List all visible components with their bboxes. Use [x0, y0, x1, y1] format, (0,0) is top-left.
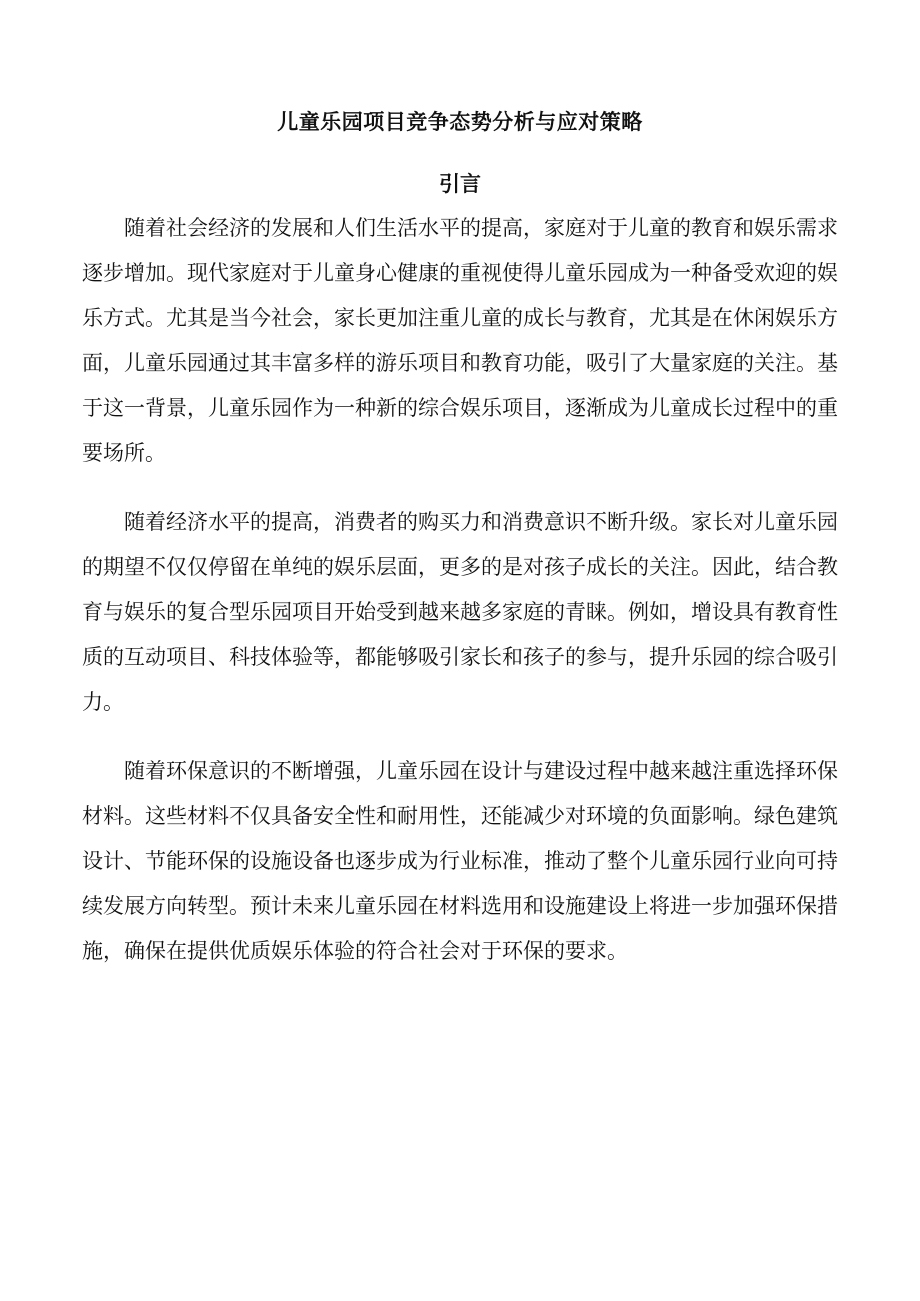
paragraph-2: 随着经济水平的提高，消费者的购买力和消费意识不断升级。家长对儿童乐园的期望不仅仅停留在单纯的娱乐层面，更多的是对孩子成长的关注。因此，结合教育与娱乐的复合型乐园项目开始受到越来越多家庭的青睐。例如，增设具有教育性质的互动项目、科技体验等，都能够吸引家长和孩子的参与，提升乐园的综合吸引力。	[82, 510, 838, 714]
paragraph-3: 随着环保意识的不断增强，儿童乐园在设计与建设过程中越来越注重选择环保材料。这些材料不仅具备安全性和耐用性，还能减少对环境的负面影响。绿色建筑设计、节能环保的设施设备也逐步成为行业标准，推动了整个儿童乐园行业向可持续发展方向转型。预计未来儿童乐园在材料选用和设施建设上将进一步加强环保措施，确保在提供优质娱乐体验的符合社会对于环保的要求。	[82, 759, 838, 963]
paragraph-1: 随着社会经济的发展和人们生活水平的提高，家庭对于儿童的教育和娱乐需求逐步增加。现代家庭对于儿童身心健康的重视使得儿童乐园成为一种备受欢迎的娱乐方式。尤其是当今社会，家长更加注重儿童的成长与教育，尤其是在休闲娱乐方面，儿童乐园通过其丰富多样的游乐项目和教育功能，吸引了大量家庭的关注。基于这一背景，儿童乐园作为一种新的综合娱乐项目，逐渐成为儿童成长过程中的重要场所。	[82, 216, 838, 465]
section-heading-introduction: 引言	[439, 172, 481, 196]
document-title: 儿童乐园项目竞争态势分析与应对策略	[277, 110, 643, 134]
